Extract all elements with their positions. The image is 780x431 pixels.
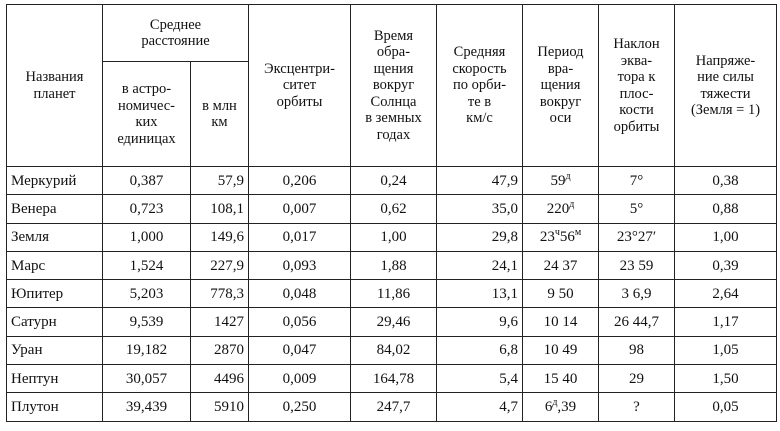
orbital-speed-cell: 29,8: [437, 223, 523, 251]
header-distance-au: в астро- номичес- ких единицах: [103, 62, 191, 167]
rotation-value: 10 14: [543, 314, 578, 331]
planet-name-cell: Меркурий: [7, 167, 103, 195]
orbital-speed-cell: 4,7: [437, 393, 523, 421]
distance-mkm-cell: 4496: [191, 365, 249, 393]
header-rotation-period: Период вра- щения вокруг оси: [523, 5, 599, 167]
distance-mkm-cell: 57,9: [191, 167, 249, 195]
table-header: [7, 5, 777, 167]
eccentricity-cell: 0,250: [249, 393, 351, 421]
table-row: [7, 308, 777, 336]
planet-name-cell: Нептун: [7, 365, 103, 393]
axial-tilt-cell: 23°27′: [599, 223, 675, 251]
header-orbital-speed: Средняя скорость по орби- те в км/с: [437, 5, 523, 167]
eccentricity-cell: 0,056: [249, 308, 351, 336]
eccentricity-cell: 0,093: [249, 251, 351, 279]
header-gravity: Напряже- ние силы тяжести (Земля = 1): [675, 5, 777, 167]
orbital-speed-cell: 24,1: [437, 251, 523, 279]
rotation-value: 6: [544, 399, 553, 416]
gravity-cell: 1,00: [675, 223, 777, 251]
eccentricity-cell: 0,007: [249, 195, 351, 223]
orbital-period-cell: 29,46: [351, 308, 437, 336]
header-orbital-period: Время обра- щения вокруг Солнца в земных годах: [351, 5, 437, 167]
eccentricity-cell: 0,009: [249, 365, 351, 393]
table-row: [7, 223, 777, 251]
rotation-value: 59: [550, 172, 566, 189]
planets-table: [6, 4, 777, 422]
orbital-period-cell: 1,00: [351, 223, 437, 251]
distance-mkm-cell: 227,9: [191, 251, 249, 279]
header-axial-tilt: Наклон эква- тора к плос- кости орбиты: [599, 5, 675, 167]
orbital-period-cell: 0,62: [351, 195, 437, 223]
planet-name-cell: Уран: [7, 336, 103, 364]
rotation-period-cell: [523, 308, 599, 336]
orbital-period-cell: 247,7: [351, 393, 437, 421]
table-row: [7, 393, 777, 421]
orbital-speed-cell: 6,8: [437, 336, 523, 364]
distance-au-cell: 19,182: [103, 336, 191, 364]
distance-mkm-cell: 1427: [191, 308, 249, 336]
header-distance-mkm: в млн км: [191, 62, 249, 167]
table-body: [7, 167, 777, 422]
rotation-tail: $56^м$: [559, 227, 582, 246]
rotation-value: 23: [539, 229, 555, 246]
gravity-cell: 0,88: [675, 195, 777, 223]
gravity-cell: 1,50: [675, 365, 777, 393]
rotation-value: 220: [546, 200, 570, 217]
distance-au-cell: 39,439: [103, 393, 191, 421]
table-row: [7, 365, 777, 393]
table-row: [7, 280, 777, 308]
rotation-unit: д: [552, 397, 558, 409]
rotation-period-cell: [523, 251, 599, 279]
axial-tilt-cell: 23 59: [599, 251, 675, 279]
header-eccentricity: Эксцентри- ситет орбиты: [249, 5, 351, 167]
axial-tilt-cell: 98: [599, 336, 675, 364]
rotation-value: 9 50: [547, 285, 574, 302]
gravity-cell: 0,05: [675, 393, 777, 421]
rotation-period-cell: [523, 280, 599, 308]
distance-au-cell: 0,723: [103, 195, 191, 223]
planet-name-cell: Юпитер: [7, 280, 103, 308]
distance-au-cell: 9,539: [103, 308, 191, 336]
eccentricity-cell: 0,017: [249, 223, 351, 251]
eccentricity-cell: 0,048: [249, 280, 351, 308]
table-row: [7, 167, 777, 195]
distance-mkm-cell: 5910: [191, 393, 249, 421]
distance-mkm-cell: 778,3: [191, 280, 249, 308]
planet-name-cell: Сатурн: [7, 308, 103, 336]
axial-tilt-cell: ?: [599, 393, 675, 421]
distance-au-cell: 5,203: [103, 280, 191, 308]
rotation-period-cell: [523, 195, 599, 223]
orbital-period-cell: 0,24: [351, 167, 437, 195]
header-planet-names: Названия планет: [7, 5, 103, 167]
planet-name-cell: Земля: [7, 223, 103, 251]
distance-au-cell: 30,057: [103, 365, 191, 393]
orbital-period-cell: 1,88: [351, 251, 437, 279]
distance-au-cell: 1,524: [103, 251, 191, 279]
gravity-cell: 1,05: [675, 336, 777, 364]
orbital-speed-cell: 5,4: [437, 365, 523, 393]
distance-mkm-cell: 2870: [191, 336, 249, 364]
table-row: [7, 251, 777, 279]
orbital-period-cell: 84,02: [351, 336, 437, 364]
orbital-speed-cell: 35,0: [437, 195, 523, 223]
gravity-cell: 0,38: [675, 167, 777, 195]
axial-tilt-cell: 26 44,7: [599, 308, 675, 336]
rotation-period-cell: [523, 223, 599, 251]
eccentricity-cell: 0,206: [249, 167, 351, 195]
orbital-speed-cell: 9,6: [437, 308, 523, 336]
rotation-period-cell: [523, 393, 599, 421]
rotation-unit: д: [565, 170, 571, 182]
rotation-unit: ч: [554, 227, 560, 239]
axial-tilt-cell: 7°: [599, 167, 675, 195]
rotation-minute-unit: м: [574, 227, 582, 239]
planet-name-cell: Марс: [7, 251, 103, 279]
planet-name-cell: Плутон: [7, 393, 103, 421]
gravity-cell: 1,17: [675, 308, 777, 336]
rotation-value: 24 37: [543, 257, 578, 274]
gravity-cell: 2,64: [675, 280, 777, 308]
orbital-speed-cell: 47,9: [437, 167, 523, 195]
rotation-tail: ,39: [557, 399, 577, 416]
table-row: [7, 336, 777, 364]
rotation-value: 10 49: [543, 342, 578, 359]
table-row: [7, 195, 777, 223]
eccentricity-cell: 0,047: [249, 336, 351, 364]
gravity-cell: 0,39: [675, 251, 777, 279]
axial-tilt-cell: 29: [599, 365, 675, 393]
rotation-period-cell: [523, 365, 599, 393]
orbital-period-cell: 164,78: [351, 365, 437, 393]
rotation-value: 15 40: [543, 370, 578, 387]
distance-mkm-cell: 108,1: [191, 195, 249, 223]
distance-au-cell: 0,387: [103, 167, 191, 195]
rotation-period-cell: [523, 167, 599, 195]
axial-tilt-cell: 5°: [599, 195, 675, 223]
axial-tilt-cell: 3 6,9: [599, 280, 675, 308]
distance-mkm-cell: 149,6: [191, 223, 249, 251]
orbital-period-cell: 11,86: [351, 280, 437, 308]
planet-name-cell: Венера: [7, 195, 103, 223]
distance-au-cell: 1,000: [103, 223, 191, 251]
orbital-speed-cell: 13,1: [437, 280, 523, 308]
header-mean-distance: Среднее расстояние: [103, 5, 249, 62]
rotation-unit: д: [569, 198, 575, 210]
rotation-period-cell: [523, 336, 599, 364]
